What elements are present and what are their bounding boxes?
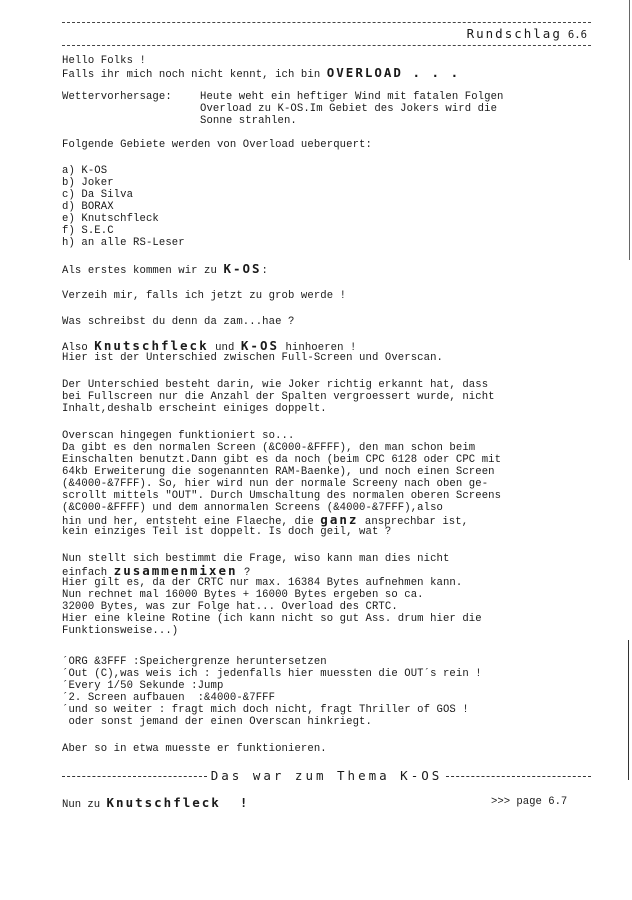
paragraph-line: kein einziges Teil ist doppelt. Is doch geil, wat ? — [62, 526, 392, 538]
banner-dash-right — [446, 776, 591, 777]
question-line: Was schreibst du denn da zam...hae ? — [62, 316, 295, 328]
code-line: ´2. Screen aufbauen :&4000-&7FFF — [62, 692, 276, 704]
paragraph-line: Overscan hingegen funktioniert so... — [62, 430, 295, 442]
area-item: e) Knutschfleck — [62, 213, 159, 225]
greeting: Hello Folks ! — [62, 55, 146, 67]
area-item: f) S.E.C — [62, 225, 114, 237]
code-line: ´ORG &3FFF :Speichergrenze heruntersetzen — [62, 656, 327, 668]
areas-intro: Folgende Gebiete werden von Overload ueberquert: — [62, 139, 372, 151]
sorry-line: Verzeih mir, falls ich jetzt zu grob werde ! — [62, 290, 347, 302]
page-title: Rundschlag 6.6 — [466, 26, 587, 41]
code-line: ´und so weiter : fragt mich doch nicht, fragt Thriller of GOS ! — [62, 704, 469, 716]
area-item: a) K-OS — [62, 165, 108, 177]
weather-line: Overload zu K-OS.Im Gebiet des Jokers wird die — [200, 103, 498, 115]
weather-line: Sonne strahlen. — [200, 115, 297, 127]
margin-line — [629, 0, 630, 260]
area-item: h) an alle RS-Leser — [62, 237, 185, 249]
header-rule — [62, 45, 591, 46]
page-number: 6.6 — [567, 29, 587, 41]
code-line: oder sonst jemand der einen Overscan hinkriegt. — [62, 716, 372, 728]
overload-name: OVERLOAD . . . — [326, 65, 461, 80]
paragraph-line: Funktionsweise...) — [62, 625, 179, 637]
next-page-link[interactable]: >>> page 6.7 — [491, 796, 568, 808]
paragraph-line: Inhalt,deshalb erscheint einiges doppelt. — [62, 403, 327, 415]
top-rule — [62, 22, 591, 23]
kos-heading: Als erstes kommen wir zu K-OS: — [62, 261, 269, 277]
paragraph-line: 32000 Bytes, was zur Folge hat... Overload des CRTC. — [62, 601, 398, 613]
area-item: b) Joker — [62, 177, 114, 189]
paragraph-line: Der Unterschied besteht darin, wie Joker richtig erkannt hat, dass — [62, 379, 489, 391]
difference-line: Hier ist der Unterschied zwischen Full-Screen und Overscan. — [62, 352, 443, 364]
weather-label: Wettervorhersage: — [62, 91, 172, 103]
paragraph-line: Hier eine kleine Rotine (ich kann nicht so gut Ass. drum hier die — [62, 613, 482, 625]
code-line: ´Out (C),was weis ich : jedenfalls hier muessten die OUT´s rein ! — [62, 668, 482, 680]
footer-next-topic: Nun zu Knutschfleck ! — [62, 795, 250, 811]
paragraph-line: bei Fullscreen nur die Anzahl der Spalten vergroessert wurde, nicht — [62, 391, 495, 403]
paragraph-line: hin und her, entsteht eine Flaeche, die ganz ansprechbar ist, — [62, 512, 469, 528]
paragraph-line: 64kb Erweiterung die sogenannten RAM-Baenke), und noch einen Screen — [62, 466, 495, 478]
header — [62, 26, 591, 42]
banner-dash-left — [62, 776, 207, 777]
paragraph-line: Nun stellt sich bestimmt die Frage, wiso kann man dies nicht — [62, 553, 450, 565]
paragraph-line: Hier gilt es, da der CRTC nur max. 16384 Bytes aufnehmen kann. — [62, 577, 463, 589]
paragraph-line: (&C000-&FFFF) und dem annormalen Screens (&4000-&7FFF),also — [62, 502, 443, 514]
paragraph-line: Nun rechnet mal 16000 Bytes + 16000 Bytes ergeben so ca. — [62, 589, 424, 601]
section-banner — [62, 768, 591, 783]
code-line: ´Every 1/50 Sekunde :Jump — [62, 680, 224, 692]
margin-line — [628, 640, 629, 780]
paragraph-line: scrollt mittels "OUT". Durch Umschaltung des normalen oberen Screens — [62, 490, 502, 502]
paragraph-line: Einschalten benutzt.Dann gibt es da noch (beim CPC 6128 oder CPC mit — [62, 454, 502, 466]
banner-text: Das war zum Thema K-OS — [210, 768, 443, 783]
also-line: Also Knutschfleck und K-OS hinhoeren ! — [62, 338, 357, 354]
area-item: d) BORAX — [62, 201, 114, 213]
paragraph-line: einfach zusammenmixen ? — [62, 563, 251, 579]
paragraph-line: Da gibt es den normalen Screen (&C000-&FFFF), den man schon beim — [62, 442, 476, 454]
closing-line: Aber so in etwa muesste er funktionieren. — [62, 743, 327, 755]
area-item: c) Da Silva — [62, 189, 134, 201]
weather-line: Heute weht ein heftiger Wind mit fatalen Folgen — [200, 91, 504, 103]
paragraph-line: (&4000-&7FFF). So, hier wird nun der normale Screeny nach oben ge- — [62, 478, 489, 490]
intro-line: Falls ihr mich noch nicht kennt, ich bin OVERLOAD . . . — [62, 65, 461, 81]
